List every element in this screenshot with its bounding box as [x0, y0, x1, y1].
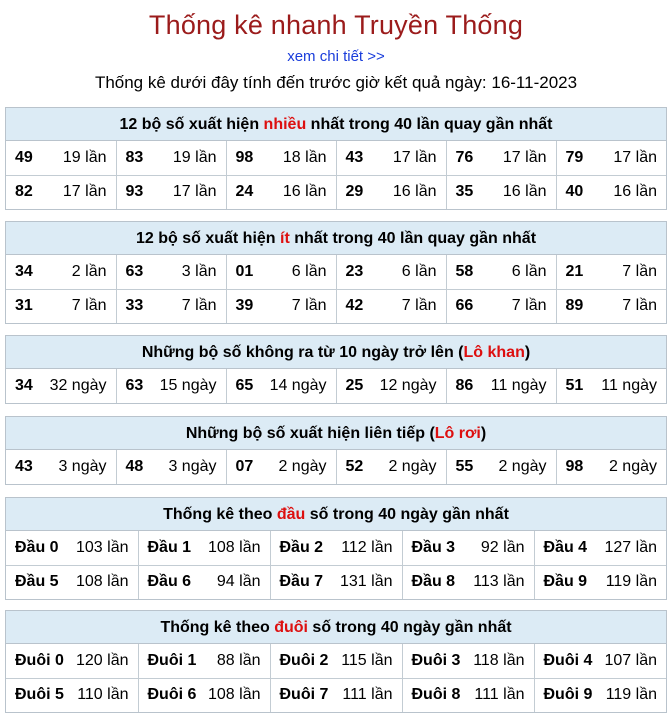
stat-key: 24	[235, 183, 254, 201]
stat-key: 86	[455, 377, 474, 394]
stat-cell	[446, 369, 556, 403]
stat-key: 23	[345, 262, 364, 280]
head-digit-stats-section	[5, 497, 667, 600]
stat-count: 2 ngày	[278, 458, 327, 475]
stat-cell	[6, 565, 138, 599]
stat-key: 01	[235, 262, 254, 280]
section-title-text: 12 bộ số xuất hiện	[119, 116, 264, 133]
section-title-text: nhất trong 40 lần quay gần nhất	[306, 116, 553, 133]
section-title	[6, 108, 666, 141]
stats-table	[6, 141, 666, 209]
stat-cell	[226, 141, 336, 175]
stat-key: Đầu 5	[15, 573, 59, 591]
page-title: Thống kê nhanh Truyền Thống	[148, 10, 524, 40]
stat-count: 18 lần	[282, 148, 327, 166]
tail-digit-stats-section	[5, 610, 667, 713]
stat-key: Đầu 1	[147, 538, 192, 556]
stat-key: Đuôi 5	[15, 686, 64, 704]
section-title-highlight: Lô khan	[463, 344, 525, 361]
stat-key: 43	[345, 148, 364, 166]
stat-cell	[270, 531, 402, 565]
stat-key: 66	[455, 297, 474, 315]
stat-count: 17 lần	[62, 183, 107, 201]
least-frequent-numbers-section	[5, 221, 667, 324]
table-row	[6, 369, 666, 403]
section-title	[6, 336, 666, 369]
stat-key: Đuôi 2	[279, 651, 329, 669]
stat-count: 111 lần	[342, 686, 393, 704]
section-title-text: )	[524, 344, 531, 361]
section-title-text: số trong 40 ngày gần nhất	[307, 619, 512, 636]
stat-count: 19 lần	[62, 148, 107, 166]
table-row	[6, 175, 666, 209]
stat-cell	[336, 141, 446, 175]
stat-count: 6 lần	[291, 262, 327, 280]
stat-count: 7 lần	[181, 297, 217, 315]
stat-cell	[556, 369, 666, 403]
stat-count: 92 lần	[480, 538, 525, 556]
section-title-highlight: đuôi	[274, 619, 308, 636]
stat-count: 120 lần	[76, 651, 129, 669]
stat-key: Đuôi 0	[15, 651, 64, 669]
stat-key: Đầu 7	[279, 573, 324, 591]
stat-cell	[226, 289, 336, 323]
stat-count: 118 lần	[473, 651, 525, 669]
stat-cell	[6, 255, 116, 289]
stat-key: 52	[345, 458, 364, 475]
section-title-highlight: ít	[280, 230, 290, 247]
stat-cell	[6, 141, 116, 175]
stat-key: 93	[125, 183, 144, 201]
stat-key: Đầu 8	[411, 573, 456, 591]
stat-count: 7 lần	[511, 297, 547, 315]
stat-key: Đuôi 8	[411, 686, 461, 704]
stat-key: 76	[455, 148, 474, 166]
table-row	[6, 255, 666, 289]
stat-count: 113 lần	[473, 573, 525, 591]
stat-cell	[336, 369, 446, 403]
stat-key: 82	[15, 183, 33, 201]
stat-count: 107 lần	[604, 651, 657, 669]
stats-table	[6, 450, 666, 484]
stat-count: 11 ngày	[601, 377, 657, 394]
stat-key: Đuôi 9	[543, 686, 593, 704]
stat-cell	[336, 255, 446, 289]
stat-key: Đuôi 6	[147, 686, 197, 704]
stat-count: 16 lần	[282, 183, 327, 201]
stat-key: 34	[15, 377, 33, 394]
stat-key: 48	[125, 458, 144, 475]
stats-table	[6, 255, 666, 323]
stat-count: 127 lần	[604, 538, 657, 556]
section-title-text: Thống kê theo	[163, 506, 277, 523]
stat-count: 108 lần	[208, 686, 261, 704]
stat-key: 65	[235, 377, 254, 394]
stat-key: 42	[345, 297, 364, 315]
stat-cell	[556, 255, 666, 289]
stat-cell	[446, 175, 556, 209]
stat-cell	[402, 531, 534, 565]
section-title-highlight: Lô rơi	[434, 425, 481, 442]
stat-count: 19 lần	[172, 148, 217, 166]
most-frequent-numbers-section	[5, 107, 667, 210]
stat-count: 112 lần	[341, 538, 393, 556]
stat-count: 103 lần	[76, 538, 129, 556]
stat-key: 43	[15, 458, 33, 475]
stat-key: 63	[125, 262, 144, 280]
stat-count: 2 lần	[71, 262, 107, 280]
stat-cell	[6, 175, 116, 209]
stat-cell	[138, 644, 270, 678]
stat-cell	[116, 289, 226, 323]
stat-cell	[6, 450, 116, 484]
stat-count: 88 lần	[216, 651, 261, 669]
stat-key: 98	[235, 148, 254, 166]
stat-key: 79	[565, 148, 584, 166]
table-row	[6, 531, 666, 565]
stat-cell	[534, 644, 666, 678]
stat-cell	[116, 450, 226, 484]
stat-count: 6 lần	[401, 262, 437, 280]
stat-cell	[226, 255, 336, 289]
stat-cell	[534, 678, 666, 712]
section-title	[6, 222, 666, 255]
section-title-highlight: nhiều	[263, 116, 307, 133]
stat-cell	[138, 531, 270, 565]
stat-key: Đầu 2	[279, 538, 324, 556]
section-title	[6, 611, 666, 644]
stat-count: 3 ngày	[58, 458, 107, 475]
stat-cell	[336, 175, 446, 209]
stat-count: 110 lần	[77, 686, 129, 704]
stat-cell	[6, 531, 138, 565]
stat-key: 33	[125, 297, 144, 315]
table-row	[6, 678, 666, 712]
stat-count: 119 lần	[605, 573, 657, 591]
stat-count: 2 ngày	[498, 458, 547, 475]
stat-count: 119 lần	[605, 686, 657, 704]
stat-count: 7 lần	[622, 262, 657, 280]
stat-key: 89	[565, 297, 584, 315]
section-title-text: số trong 40 ngày gần nhất	[305, 506, 509, 523]
lo-khan-numbers-section	[5, 335, 667, 404]
stat-key: Đuôi 3	[411, 651, 461, 669]
page-header	[0, 0, 672, 93]
stat-key: 51	[565, 377, 584, 394]
stat-key: 83	[125, 148, 144, 166]
view-details-link[interactable]: xem chi tiết >>	[287, 48, 385, 65]
stat-cell	[556, 141, 666, 175]
section-title-text: 12 bộ số xuất hiện	[135, 230, 280, 247]
stat-key: Đầu 4	[543, 538, 588, 556]
stat-count: 16 lần	[392, 183, 437, 201]
stat-key: 34	[15, 262, 33, 280]
stat-key: 49	[15, 148, 33, 166]
stat-cell	[270, 678, 402, 712]
table-row	[6, 141, 666, 175]
table-row	[6, 450, 666, 484]
stat-cell	[534, 531, 666, 565]
stat-cell	[6, 678, 138, 712]
stat-count: 108 lần	[76, 573, 129, 591]
stat-count: 7 lần	[71, 297, 107, 315]
stat-cell	[6, 289, 116, 323]
stat-count: 7 lần	[622, 297, 657, 315]
stat-count: 16 lần	[613, 183, 657, 201]
stat-cell	[402, 565, 534, 599]
section-title-text: nhất trong 40 lần quay gần nhất	[289, 230, 537, 247]
stat-key: Đầu 0	[15, 538, 59, 556]
stat-key: 35	[455, 183, 474, 201]
stats-table	[6, 644, 666, 712]
stat-count: 32 ngày	[49, 377, 107, 394]
table-row	[6, 565, 666, 599]
stat-key: 63	[125, 377, 144, 394]
stat-count: 94 lần	[216, 573, 261, 591]
stat-count: 7 lần	[291, 297, 327, 315]
stat-cell	[116, 175, 226, 209]
stat-cell	[226, 369, 336, 403]
stat-cell	[402, 644, 534, 678]
stat-cell	[116, 369, 226, 403]
stat-cell	[226, 175, 336, 209]
stat-cell	[336, 289, 446, 323]
stat-cell	[446, 255, 556, 289]
stats-table	[6, 369, 666, 403]
stat-key: 21	[565, 262, 584, 280]
stat-cell	[556, 289, 666, 323]
stat-count: 2 ngày	[388, 458, 437, 475]
stat-count: 17 lần	[172, 183, 217, 201]
section-title	[6, 498, 666, 531]
stat-cell	[138, 565, 270, 599]
stat-cell	[116, 141, 226, 175]
stat-key: 55	[455, 458, 474, 475]
stat-key: 31	[15, 297, 33, 315]
stat-key: 25	[345, 377, 364, 394]
stat-key: Đuôi 7	[279, 686, 329, 704]
stat-count: 16 lần	[502, 183, 547, 201]
stat-key: Đuôi 4	[543, 651, 593, 669]
stat-cell	[446, 289, 556, 323]
stat-cell	[446, 141, 556, 175]
stat-cell	[6, 369, 116, 403]
stat-count: 3 ngày	[168, 458, 217, 475]
section-title-text: Những bộ số xuất hiện liên tiếp (	[185, 425, 435, 442]
stat-cell	[336, 450, 446, 484]
stat-count: 12 ngày	[379, 377, 437, 394]
stat-count: 7 lần	[401, 297, 437, 315]
stat-cell	[534, 565, 666, 599]
stat-count: 14 ngày	[269, 377, 327, 394]
stat-cell	[270, 644, 402, 678]
stat-key: Đầu 9	[543, 573, 588, 591]
section-title	[6, 417, 666, 450]
section-title-text: Những bộ số không ra từ 10 ngày trở lên (	[141, 344, 464, 361]
stat-count: 11 ngày	[490, 377, 547, 394]
stat-count: 17 lần	[613, 148, 657, 166]
stat-count: 2 ngày	[608, 458, 657, 475]
stat-cell	[556, 175, 666, 209]
stat-cell	[402, 678, 534, 712]
stat-key: Đầu 6	[147, 573, 192, 591]
stat-count: 17 lần	[502, 148, 547, 166]
stat-count: 15 ngày	[159, 377, 217, 394]
section-title-text: Thống kê theo	[160, 619, 275, 636]
stat-cell	[116, 255, 226, 289]
section-title-highlight: đầu	[276, 506, 306, 523]
lo-roi-numbers-section	[5, 416, 667, 485]
stat-key: Đầu 3	[411, 538, 456, 556]
section-title-text: )	[480, 425, 487, 442]
stat-key: 39	[235, 297, 254, 315]
stat-count: 111 lần	[474, 686, 525, 704]
stat-cell	[270, 565, 402, 599]
stat-cell	[556, 450, 666, 484]
table-row	[6, 644, 666, 678]
table-row	[6, 289, 666, 323]
stat-count: 115 lần	[341, 651, 393, 669]
stat-cell	[138, 678, 270, 712]
stat-cell	[446, 450, 556, 484]
stat-count: 108 lần	[208, 538, 261, 556]
stat-count: 6 lần	[511, 262, 547, 280]
stat-key: Đuôi 1	[147, 651, 197, 669]
stat-count: 3 lần	[181, 262, 217, 280]
stat-cell	[6, 644, 138, 678]
stat-count: 17 lần	[392, 148, 437, 166]
stat-key: 40	[565, 183, 584, 201]
stat-key: 58	[455, 262, 474, 280]
stats-table	[6, 531, 666, 599]
stat-cell	[226, 450, 336, 484]
date-caption: Thống kê dưới đây tính đến trước giờ kết quả ngày: 16-11-2023	[94, 73, 578, 92]
stat-key: 07	[235, 458, 254, 475]
stat-count: 131 lần	[340, 573, 393, 591]
stat-key: 29	[345, 183, 364, 201]
stat-key: 98	[565, 458, 584, 475]
